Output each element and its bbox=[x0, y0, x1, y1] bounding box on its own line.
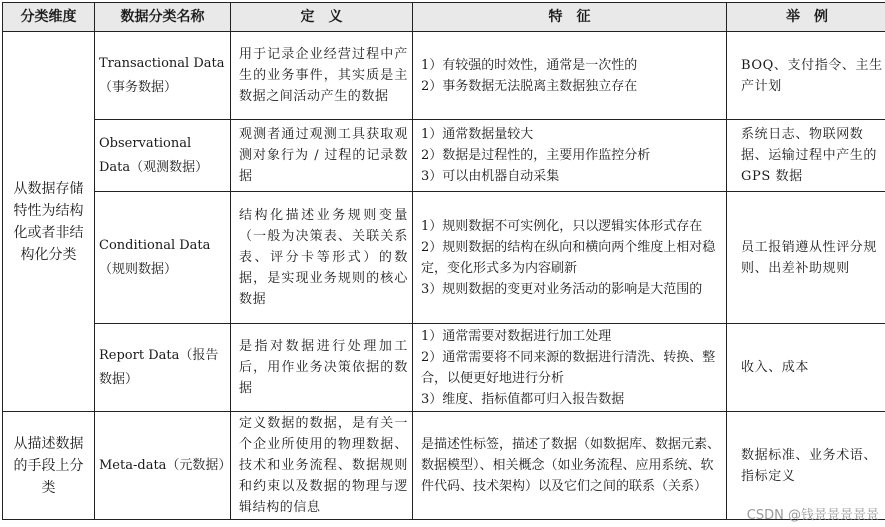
feature-line: 2）数据是过程性的，主要用作监控分析 bbox=[421, 148, 651, 163]
data-classification-table bbox=[2, 2, 885, 520]
table-row bbox=[3, 192, 885, 324]
definition-cell: 定义数据的数据，是有关一个企业所使用的物理数据、技术和业务流程、数据规则和约束以及数据的物理与逻辑结构的信息 bbox=[231, 412, 413, 520]
header-dimension: 分类维度 bbox=[3, 3, 95, 32]
feature-line: 3）维度、指标值都可归入报告数据 bbox=[421, 391, 625, 407]
table-row bbox=[3, 120, 885, 192]
table-header-row bbox=[3, 3, 885, 32]
header-example: 举 例 bbox=[727, 3, 885, 32]
header-features: 特 征 bbox=[413, 3, 727, 32]
example-cell: 收入、成本 bbox=[727, 324, 885, 412]
feature-line: 2）规则数据的结构在纵向和横向两个维度上相对稳定，变化形式多为内容刷新 bbox=[421, 239, 716, 276]
features-cell bbox=[413, 120, 727, 192]
feature-line: 1）有较强的时效性，通常是一次性的 bbox=[421, 57, 638, 73]
feature-line: 2）事务数据无法脱离主数据独立存在 bbox=[421, 78, 638, 94]
watermark: CSDN @钱景景景景景 bbox=[746, 508, 879, 523]
feature-line: 1）通常需要对数据进行加工处理 bbox=[421, 328, 612, 344]
definition-cell: 观测者通过观测工具获取观测对象行为 / 过程的记录数据 bbox=[231, 120, 413, 192]
name-cell: Observational Data（观测数据） bbox=[95, 120, 231, 192]
dimension-cell: 从描述数据的手段上分类 bbox=[3, 412, 95, 520]
table-row bbox=[3, 324, 885, 412]
features-cell bbox=[413, 324, 727, 412]
example-cell: BOQ、支付指令、主生产计划 bbox=[727, 32, 885, 120]
definition-cell: 结构化描述业务规则变量（一般为决策表、关联关系表、评分卡等形式）的数据，是实现业务规则的核心数据 bbox=[231, 192, 413, 324]
name-cell: Meta-data（元数据） bbox=[95, 412, 231, 520]
feature-line: 1）通常数据量较大 bbox=[421, 127, 534, 142]
features-cell bbox=[413, 412, 727, 520]
definition-cell: 用于记录企业经营过程中产生的业务事件，其实质是主数据之间活动产生的数据 bbox=[231, 32, 413, 120]
header-definition: 定 义 bbox=[231, 3, 413, 32]
name-cell: Report Data（报告数据） bbox=[95, 324, 231, 412]
name-cell: Transactional Data（事务数据） bbox=[95, 32, 231, 120]
example-cell: 数据标准、业务术语、指标定义 bbox=[727, 412, 885, 520]
feature-line: 3）规则数据的变更对业务活动的影响是大范围的 bbox=[421, 281, 703, 297]
feature-line: 1）规则数据不可实例化，只以逻辑实体形式存在 bbox=[421, 218, 703, 234]
feature-line: 3）可以由机器自动采集 bbox=[421, 169, 560, 184]
dimension-cell: 从数据存储特性为结构化或者非结构化分类 bbox=[3, 32, 95, 412]
header-name: 数据分类名称 bbox=[95, 3, 231, 32]
feature-line: 2）通常需要将不同来源的数据进行清洗、转换、整合，以便更好地进行分析 bbox=[421, 349, 716, 386]
name-cell: Conditional Data（规则数据） bbox=[95, 192, 231, 324]
features-cell bbox=[413, 192, 727, 324]
feature-line: 是描述性标签，描述了数据（如数据库、数据元素、数据模型）、相关概念（如业务流程、应用系统、软件代码、技术架构）以及它们之间的联系（关系） bbox=[421, 437, 721, 494]
features-cell bbox=[413, 32, 727, 120]
definition-cell: 是指对数据进行处理加工后，用作业务决策依据的数据 bbox=[231, 324, 413, 412]
example-cell: 系统日志、物联网数据、运输过程中产生的 GPS 数据 bbox=[727, 120, 885, 192]
example-cell: 员工报销遵从性评分规则、出差补助规则 bbox=[727, 192, 885, 324]
table-row bbox=[3, 32, 885, 120]
